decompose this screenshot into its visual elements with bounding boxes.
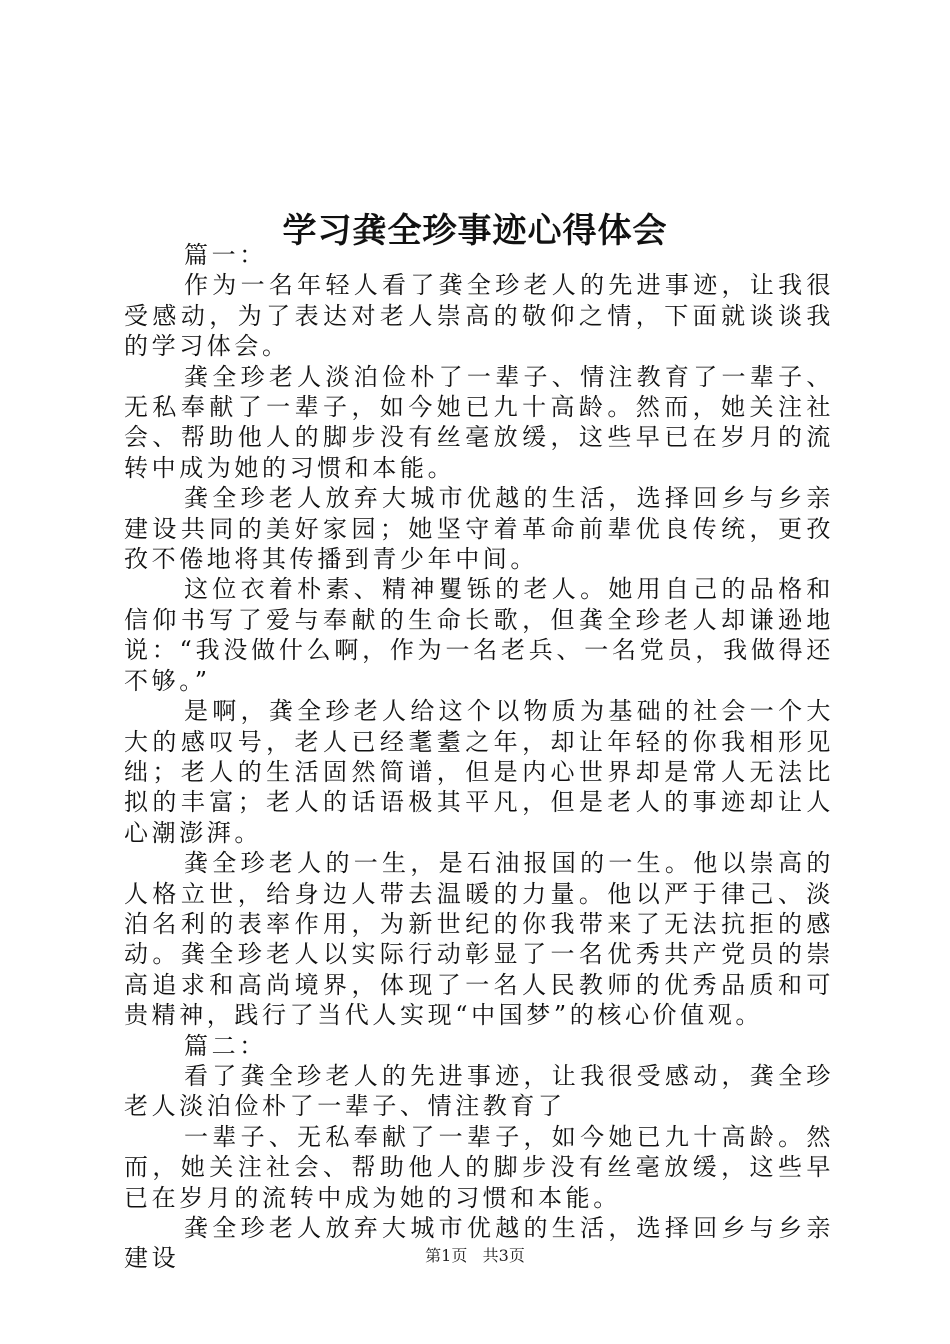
body-paragraph: 龚全珍老人放弃大城市优越的生活，选择回乡与乡亲建设 (124, 1214, 834, 1273)
body-paragraph: 龚全珍老人淡泊俭朴了一辈子、情注教育了一辈子、无私奉献了一辈子，如今她已九十高龄。然而，她关注社会、帮助他人的脚步没有丝毫放缓，这些早已在岁月的流转中成为她的习惯和本能。 (124, 362, 834, 482)
section-heading-two: 篇二： (184, 1031, 267, 1060)
page-number: 第1页 (425, 1246, 468, 1265)
footer-spacer (472, 1245, 477, 1267)
body-paragraph: 是啊，龚全珍老人给这个以物质为基础的社会一个大大的感叹号，老人已经耄耋之年，却让年轻的你我相形见绌；老人的生活固然简谱，但是内心世界却是常人无法比拟的丰富；老人的话语极其平凡，但是老人的事迹却让人心潮澎湃。 (124, 697, 834, 847)
total-pages: 共3页 (482, 1246, 525, 1265)
document-body (124, 240, 834, 1274)
body-paragraph: 龚全珍老人放弃大城市优越的生活，选择回乡与乡亲建设共同的美好家园；她坚守着革命前辈优良传统，更孜孜不倦地将其传播到青少年中间。 (124, 484, 834, 574)
body-paragraph: 龚全珍老人的一生，是石油报国的一生。他以崇高的人格立世，给身边人带去温暖的力量。他以严于律己、淡泊名利的表率作用，为新世纪的你我带来了无法抗拒的感动。龚全珍老人以实际行动彰显了一名优秀共产党员的崇高追求和高尚境界，体现了一名人民教师的优秀品质和可贵精神，践行了当代人实现“中国梦”的核心价值观。 (124, 849, 834, 1030)
body-paragraph: 这位衣着朴素、精神矍铄的老人。她用自己的品格和信仰书写了爱与奉献的生命长歌，但龚全珍老人却谦逊地说：“我没做什么啊，作为一名老兵、一名党员，我做得还不够。” (124, 575, 834, 695)
section-heading-one: 篇一： (184, 241, 267, 269)
document-title: 学习龚全珍事迹心得体会 (282, 210, 668, 251)
page-footer (0, 1245, 950, 1267)
body-paragraph: 作为一名年轻人看了龚全珍老人的先进事迹，让我很受感动，为了表达对老人崇高的敬仰之情，下面就谈谈我的学习体会。 (124, 271, 834, 361)
body-paragraph: 一辈子、无私奉献了一辈子，如今她已九十高龄。然而，她关注社会、帮助他人的脚步没有丝毫放缓，这些早已在岁月的流转中成为她的习惯和本能。 (124, 1122, 834, 1212)
body-paragraph: 看了龚全珍老人的先进事迹，让我很受感动，龚全珍老人淡泊俭朴了一辈子、情注教育了 (124, 1061, 834, 1121)
